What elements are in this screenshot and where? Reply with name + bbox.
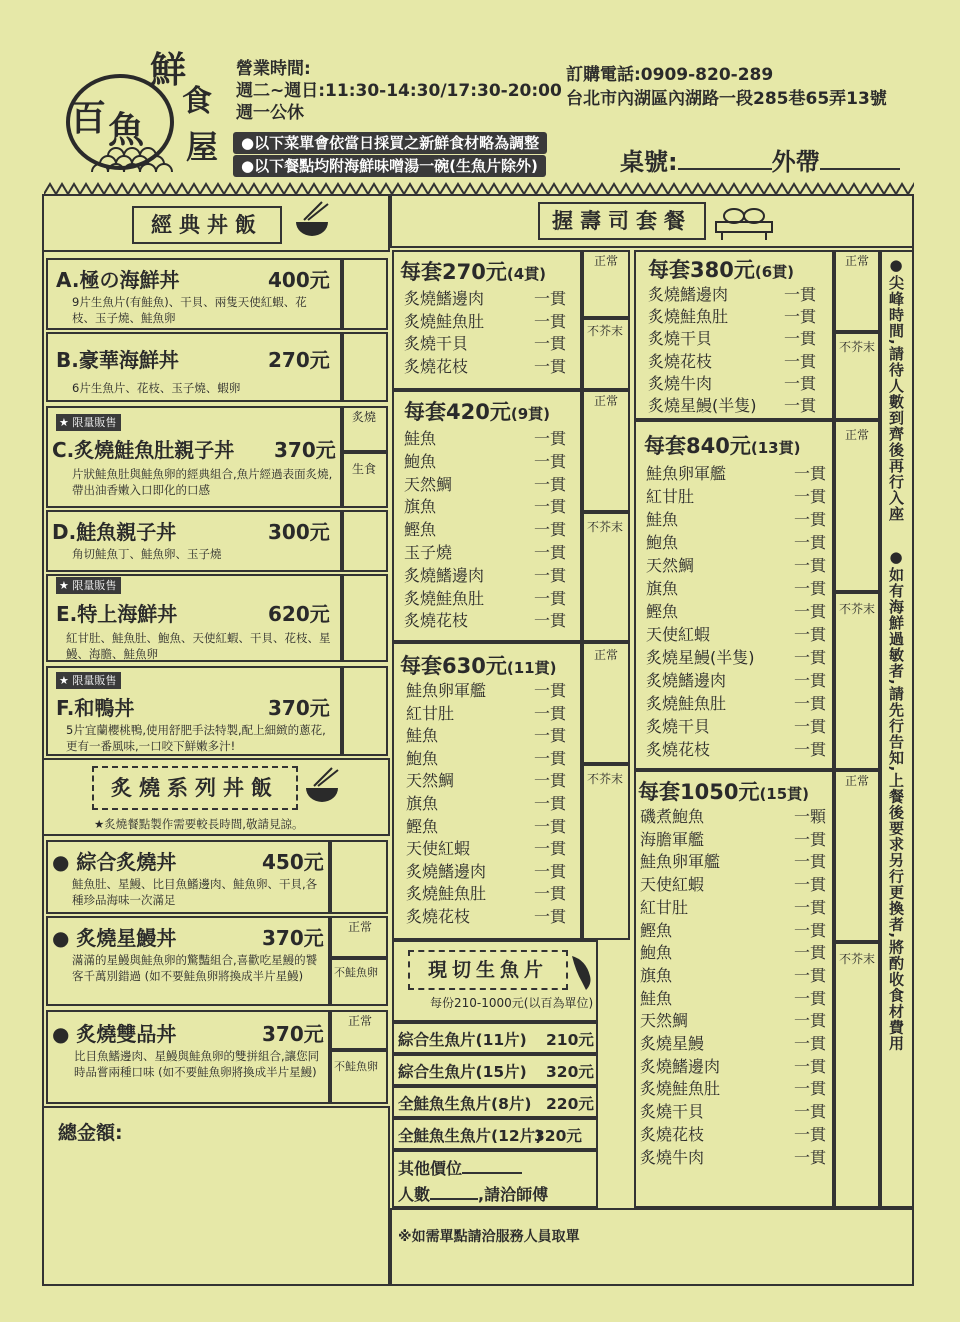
sushi-item-qty: 一貫 xyxy=(533,520,566,540)
sushi-item-name: 炙燒花枝 xyxy=(406,906,471,926)
sushi-item-name: 炙燒鮭魚肚 xyxy=(406,884,487,904)
notice-2: ●以下餐點均附海鮮味噌湯一碗(生魚片除外) xyxy=(233,155,546,177)
sushi-item-qty: 一貫 xyxy=(783,329,816,349)
sushi-item-name: 炙燒鮭魚肚 xyxy=(646,694,727,713)
sushi-item-name: 炙燒鰭邊肉 xyxy=(648,285,729,304)
sushi-item-qty: 一貫 xyxy=(793,1034,826,1054)
logo-char: 食 xyxy=(182,84,212,119)
sashimi-2-price: 320元 xyxy=(546,1063,594,1081)
sushi-item-row xyxy=(640,1010,826,1033)
limited-badge: ★ 限量販售 xyxy=(56,577,121,594)
sushi-item-name: 炙燒牛肉 xyxy=(648,373,713,393)
sushi-item-qty: 一貫 xyxy=(533,334,566,353)
option-nowasabi-label: 不芥末 xyxy=(839,340,876,354)
sushi-item-qty: 一貫 xyxy=(793,988,826,1008)
sushi-item-row xyxy=(640,874,826,897)
sushi-item-name: 炙燒干貝 xyxy=(404,334,469,353)
option-aburi-label: 炙燒 xyxy=(352,410,377,424)
sushi-item-name: 炙燒鰭邊肉 xyxy=(404,289,485,308)
star-icon: ★ xyxy=(59,674,73,687)
sushi-item-name: 旗魚 xyxy=(640,965,673,985)
star-icon: ★ xyxy=(59,579,73,592)
sushi-item-name: 海膽軍艦 xyxy=(640,829,705,849)
set-270-list xyxy=(404,288,566,378)
sushi-header: 握壽司套餐 xyxy=(538,202,706,240)
sushi-item-row xyxy=(404,333,566,356)
sushi-item-name: 鮭魚卵軍艦 xyxy=(640,852,721,872)
option-normal-label: 正常 xyxy=(594,394,619,408)
sushi-item-qty: 一貫 xyxy=(533,588,566,608)
sushi-item-name: 鮑魚 xyxy=(406,748,439,768)
sushi-item-name: 鮭魚 xyxy=(646,510,679,529)
option-noroe-label: 不鮭魚卵 xyxy=(334,1060,378,1073)
aburi-item-1-title: ● 綜合炙燒丼 xyxy=(52,850,177,874)
set-840-option-normal[interactable] xyxy=(834,420,880,592)
sushi-item-name: 天然鯛 xyxy=(406,771,455,791)
aburi-item-1-option[interactable] xyxy=(330,840,388,914)
aburi-header: 炙燒系列丼飯 xyxy=(92,766,298,810)
sushi-item-name: 鰹魚 xyxy=(646,602,679,621)
sushi-item-row xyxy=(406,725,566,748)
aburi-item-2-desc: 滿滿的星鰻與鮭魚卵的驚豔組合,喜歡吃星鰻的饕客千萬別錯過 (如不要鮭魚卵將換成半片星鰻) xyxy=(72,953,318,983)
sushi-item-row xyxy=(648,395,816,417)
aburi-item-3-title: ● 炙燒雙品丼 xyxy=(52,1022,177,1046)
aburi-note: ★炙燒餐點製作需要較長時間,敬請見諒。 xyxy=(94,817,304,831)
sushi-item-name: 鰹魚 xyxy=(406,816,439,836)
set-840-option-nowasabi[interactable] xyxy=(834,592,880,770)
sushi-item-qty: 一貫 xyxy=(533,748,566,768)
sushi-item-name: 鮭魚卵軍艦 xyxy=(646,464,727,483)
sushi-item-name: 炙燒鮭魚肚 xyxy=(640,1079,721,1099)
side-note-1: ●尖峰時間,請待人數到齊後再行入座 xyxy=(887,256,905,522)
logo-char: 屋 xyxy=(186,128,219,166)
sushi-item-qty: 一貫 xyxy=(533,816,566,836)
sushi-item-qty: 一貫 xyxy=(793,1147,826,1167)
item-f-title: F.和鴨丼 xyxy=(56,696,135,720)
sushi-item-row xyxy=(646,508,826,531)
sushi-item-row xyxy=(404,288,566,311)
side-note-2: ●如有海鮮過敏者,請先行告知,上餐後要求另行更換者,將酌收食材費用 xyxy=(887,548,905,1052)
limited-badge: ★ 限量販售 xyxy=(56,672,121,689)
sushi-item-name: 炙燒鮭魚肚 xyxy=(404,588,485,608)
option-normal-label: 正常 xyxy=(845,774,870,788)
sushi-item-row xyxy=(646,715,826,738)
sushi-item-qty: 一貫 xyxy=(793,671,826,690)
sushi-item-qty: 一貫 xyxy=(533,497,566,517)
sushi-item-qty: 一貫 xyxy=(793,717,826,736)
limited-badge: ★ 限量販售 xyxy=(56,414,121,431)
sushi-item-row xyxy=(648,373,816,395)
option-normal-label: 正常 xyxy=(348,920,373,934)
aburi-bowl-icon xyxy=(300,766,344,812)
sushi-item-row xyxy=(406,748,566,771)
sushi-item-name: 炙燒星鰻(半隻) xyxy=(646,648,755,667)
set-270-title: 每套270元(4貫) xyxy=(400,260,546,284)
sushi-item-qty: 一貫 xyxy=(533,681,566,700)
sushi-item-name: 鮭魚卵軍艦 xyxy=(406,681,487,700)
sushi-item-qty: 一貫 xyxy=(533,703,566,723)
sushi-item-row xyxy=(646,623,826,646)
sushi-item-row xyxy=(404,474,566,497)
set-630-list xyxy=(406,680,566,929)
other-price-field[interactable]: 其他價位 xyxy=(398,1156,522,1179)
sushi-item-name: 炙燒花枝 xyxy=(646,740,711,759)
sashimi-1-name: 綜合生魚片(11片) xyxy=(398,1031,527,1049)
item-c-price: 370元 xyxy=(274,438,336,462)
item-b-title: B.豪華海鮮丼 xyxy=(56,348,179,372)
sushi-item-row xyxy=(404,565,566,588)
set-1050-list xyxy=(640,806,826,1169)
footer-box xyxy=(390,1208,914,1286)
rice-bowl-icon xyxy=(290,200,334,246)
sushi-item-name: 炙燒花枝 xyxy=(648,351,713,371)
people-field[interactable]: 人數 ,請洽師傅 xyxy=(398,1182,548,1205)
sushi-item-qty: 一貫 xyxy=(793,852,826,872)
notice-1: ●以下菜單會依當日採買之新鮮食材略為調整 xyxy=(233,132,547,154)
sushi-item-row xyxy=(646,485,826,508)
aburi-item-3-desc: 比目魚鰭邊肉、星鰻與鮭魚卵的雙拼組合,讓您同時品嘗兩種口味 (如不要鮭魚卵將換成半片星鰻) xyxy=(74,1049,320,1079)
sushi-item-row xyxy=(640,920,826,943)
sushi-item-qty: 一貫 xyxy=(793,1011,826,1031)
sushi-item-qty: 一貫 xyxy=(793,694,826,713)
sushi-item-name: 炙燒鰭邊肉 xyxy=(406,861,487,881)
menu-item-d-option[interactable] xyxy=(342,510,388,572)
sushi-item-row xyxy=(648,351,816,373)
set-840-list xyxy=(646,462,826,761)
sushi-item-qty: 一顆 xyxy=(793,807,826,826)
sushi-item-qty: 一貫 xyxy=(533,861,566,881)
sushi-item-qty: 一貫 xyxy=(533,474,566,494)
sushi-item-name: 炙燒花枝 xyxy=(640,1124,705,1144)
sushi-item-row xyxy=(640,897,826,920)
table-number-field[interactable] xyxy=(620,142,900,177)
sushi-item-qty: 一貫 xyxy=(793,829,826,849)
sushi-item-name: 天使紅蝦 xyxy=(406,839,471,859)
sushi-item-row xyxy=(406,816,566,839)
sushi-item-row xyxy=(406,703,566,726)
footer-note: ※如需單點請洽服務人員取單 xyxy=(398,1229,580,1245)
sushi-item-row xyxy=(646,462,826,485)
sushi-item-qty: 一貫 xyxy=(793,943,826,963)
sushi-item-name: 紅甘肚 xyxy=(640,897,689,917)
sashimi-4-name: 全鮭魚生魚片(12片) xyxy=(398,1127,543,1145)
sushi-item-name: 旗魚 xyxy=(406,793,439,813)
sushi-item-name: 炙燒星鰻(半隻) xyxy=(648,396,757,416)
star-icon: ★ xyxy=(59,416,73,429)
set-630-option-nowasabi[interactable] xyxy=(582,764,630,940)
item-e-title: E.特上海鮮丼 xyxy=(56,602,178,626)
sushi-item-name: 鮭魚 xyxy=(404,429,437,448)
sushi-item-qty: 一貫 xyxy=(793,487,826,506)
table-label: 桌號: xyxy=(620,148,678,176)
sushi-item-row xyxy=(646,692,826,715)
sushi-item-name: 炙燒牛肉 xyxy=(640,1147,705,1167)
sushi-item-row xyxy=(640,829,826,852)
item-f-desc: 5片宜蘭櫻桃鴨,使用舒肥手法特製,配上細緻的蔥花,更有一番風味,一口咬下鮮嫩多汁! xyxy=(66,723,326,753)
sushi-item-row xyxy=(646,669,826,692)
sashimi-4-price: 320元 xyxy=(534,1127,582,1145)
sushi-item-qty: 一貫 xyxy=(793,602,826,621)
takeout-label: 外帶 xyxy=(771,148,820,176)
set-380-list xyxy=(648,284,816,417)
item-f-price: 370元 xyxy=(268,696,330,720)
sushi-item-row xyxy=(406,680,566,703)
sushi-item-row xyxy=(640,1147,826,1170)
sushi-item-row xyxy=(648,284,816,306)
total-label: 總金額: xyxy=(58,1122,123,1144)
sushi-item-qty: 一貫 xyxy=(793,1079,826,1099)
sushi-item-row xyxy=(404,428,566,451)
option-nowasabi-label: 不芥末 xyxy=(587,324,624,338)
sashimi-3-price: 220元 xyxy=(546,1095,594,1113)
sushi-item-name: 天然鯛 xyxy=(640,1011,689,1031)
item-a-desc: 9片生魚片(有鮭魚)、干貝、兩隻天使紅蝦、花枝、玉子燒、鮭魚卵 xyxy=(72,295,307,325)
sushi-item-qty: 一貫 xyxy=(783,285,816,304)
sushi-item-qty: 一貫 xyxy=(793,579,826,598)
order-address: 台北市內湖區內湖路一段285巷65弄13號 xyxy=(566,89,887,109)
sushi-item-name: 鮭魚 xyxy=(406,726,439,746)
sushi-item-name: 旗魚 xyxy=(404,497,437,517)
sashimi-1-price: 210元 xyxy=(546,1031,594,1049)
hours-line1: 週二~週日:11:30-14:30/17:30-20:00 xyxy=(236,81,562,101)
aburi-item-2-price: 370元 xyxy=(262,926,324,950)
sushi-item-row xyxy=(404,451,566,474)
sushi-item-qty: 一貫 xyxy=(533,451,566,471)
sushi-item-row xyxy=(640,1124,826,1147)
sushi-item-name: 天然鯛 xyxy=(404,474,453,494)
logo-char: 鮮 xyxy=(150,49,187,91)
sushi-item-name: 天使紅蝦 xyxy=(646,625,711,644)
sushi-item-qty: 一貫 xyxy=(533,311,566,331)
sushi-item-row xyxy=(406,770,566,793)
sushi-item-name: 炙燒鮭魚肚 xyxy=(404,311,485,331)
sushi-item-name: 鮑魚 xyxy=(646,533,679,552)
option-normal-label: 正常 xyxy=(348,1014,373,1028)
sushi-item-row xyxy=(640,942,826,965)
sushi-item-row xyxy=(648,328,816,350)
sushi-item-qty: 一貫 xyxy=(793,648,826,667)
set-840-title: 每套840元(13貫) xyxy=(644,434,801,458)
sushi-item-row xyxy=(404,311,566,334)
sushi-item-name: 炙燒鰭邊肉 xyxy=(640,1056,721,1076)
sushi-item-qty: 一貫 xyxy=(533,793,566,813)
sushi-item-row xyxy=(646,554,826,577)
set-1050-option-nowasabi[interactable] xyxy=(834,942,880,1208)
item-c-title: C.炙燒鮭魚肚親子丼 xyxy=(52,438,235,462)
sushi-item-qty: 一貫 xyxy=(533,542,566,562)
sushi-item-qty: 一貫 xyxy=(793,1102,826,1122)
item-c-desc: 片狀鮭魚肚與鮭魚卵的經典組合,魚片經過表面炙燒,帶出油香嫩入口即化的口感 xyxy=(72,467,333,497)
sushi-item-row xyxy=(406,838,566,861)
sushi-item-qty: 一貫 xyxy=(783,373,816,393)
classic-header: 經典丼飯 xyxy=(132,206,282,244)
sushi-item-qty: 一貫 xyxy=(793,1124,826,1144)
aburi-item-3-price: 370元 xyxy=(262,1022,324,1046)
sushi-item-name: 炙燒鰭邊肉 xyxy=(646,671,727,690)
sushi-item-name: 天使紅蝦 xyxy=(640,875,705,895)
sushi-item-row xyxy=(640,1033,826,1056)
sushi-item-qty: 一貫 xyxy=(533,356,566,376)
sushi-item-name: 天然鯛 xyxy=(646,556,695,575)
sushi-item-name: 鰹魚 xyxy=(404,520,437,540)
option-normal-label: 正常 xyxy=(594,648,619,662)
sashimi-2-name: 綜合生魚片(15片) xyxy=(398,1063,527,1081)
fish-icon xyxy=(568,948,598,992)
item-b-desc: 6片生魚片、花枝、玉子燒、蝦卵 xyxy=(72,381,241,395)
option-normal-label: 正常 xyxy=(845,254,870,268)
logo-char: 百 xyxy=(70,97,107,139)
sushi-item-row xyxy=(640,851,826,874)
sushi-item-qty: 一貫 xyxy=(793,897,826,917)
set-380-title: 每套380元(6貫) xyxy=(648,258,794,282)
option-normal-label: 正常 xyxy=(594,254,619,268)
sushi-item-row xyxy=(404,610,566,633)
sushi-item-qty: 一貫 xyxy=(533,611,566,631)
item-a-price: 400元 xyxy=(268,268,330,292)
sushi-item-name: 炙燒鰭邊肉 xyxy=(404,565,485,585)
menu-item-a-option[interactable] xyxy=(342,258,388,330)
sushi-item-qty: 一貫 xyxy=(793,965,826,985)
sushi-item-row xyxy=(406,906,566,929)
sushi-item-qty: 一貫 xyxy=(533,839,566,859)
set-420-list xyxy=(404,428,566,633)
aburi-item-1-price: 450元 xyxy=(262,850,324,874)
sushi-item-row xyxy=(404,519,566,542)
option-raw-label: 生食 xyxy=(352,462,377,476)
sushi-item-row xyxy=(640,1078,826,1101)
sushi-item-name: 炙燒星鰻 xyxy=(640,1034,705,1054)
sushi-item-name: 玉子燒 xyxy=(404,542,453,562)
sushi-item-qty: 一貫 xyxy=(533,771,566,791)
item-d-desc: 角切鮭魚丁、鮭魚卵、玉子燒 xyxy=(72,547,222,561)
option-normal-label: 正常 xyxy=(845,428,870,442)
sashimi-header: 現切生魚片 xyxy=(408,950,568,990)
sushi-item-qty: 一貫 xyxy=(533,884,566,904)
sushi-item-name: 鮑魚 xyxy=(640,943,673,963)
set-420-title: 每套420元(9貫) xyxy=(404,400,550,424)
aburi-item-2-title: ● 炙燒星鰻丼 xyxy=(52,926,177,950)
item-b-price: 270元 xyxy=(268,348,330,372)
sushi-item-name: 磯煮鮑魚 xyxy=(640,807,705,826)
sushi-item-qty: 一貫 xyxy=(533,429,566,448)
sushi-item-qty: 一貫 xyxy=(533,565,566,585)
set-1050-option-normal[interactable] xyxy=(834,770,880,942)
sushi-item-qty: 一貫 xyxy=(793,740,826,759)
sushi-item-name: 旗魚 xyxy=(646,579,679,598)
sashimi-note: 每份210-1000元(以百為單位) xyxy=(430,996,594,1010)
set-630-title: 每套630元(11貫) xyxy=(400,654,557,678)
sushi-item-name: 鮭魚 xyxy=(640,988,673,1008)
option-nowasabi-label: 不芥末 xyxy=(587,772,624,786)
sushi-item-row xyxy=(640,965,826,988)
sushi-item-qty: 一貫 xyxy=(793,1056,826,1076)
sushi-item-name: 炙燒花枝 xyxy=(404,356,469,376)
logo-char: 魚 xyxy=(108,109,145,151)
sushi-item-row xyxy=(404,496,566,519)
sushi-item-qty: 一貫 xyxy=(793,920,826,940)
sushi-item-row xyxy=(406,793,566,816)
sushi-item-row xyxy=(646,600,826,623)
order-phone: 訂購電話:0909-820-289 xyxy=(566,65,774,85)
menu-item-f-option[interactable] xyxy=(342,666,388,756)
sushi-item-row xyxy=(406,861,566,884)
hours-label: 營業時間: xyxy=(236,59,311,79)
menu-item-b-option[interactable] xyxy=(342,332,388,402)
sushi-item-name: 炙燒干貝 xyxy=(648,329,713,349)
sushi-item-qty: 一貫 xyxy=(783,351,816,371)
set-1050-title: 每套1050元(15貫) xyxy=(638,780,810,804)
sushi-item-row xyxy=(646,531,826,554)
sushi-item-row xyxy=(404,356,566,379)
restaurant-logo xyxy=(62,42,232,182)
item-a-title: A.極の海鮮丼 xyxy=(56,268,180,292)
sushi-item-qty: 一貫 xyxy=(793,875,826,895)
hours-line2: 週一公休 xyxy=(236,103,304,123)
sushi-item-name: 炙燒鮭魚肚 xyxy=(648,307,729,327)
sushi-item-qty: 一貫 xyxy=(783,396,816,416)
sushi-item-qty: 一貫 xyxy=(533,726,566,746)
item-e-desc: 紅甘肚、鮭魚肚、鮑魚、天使紅蝦、干貝、花枝、星鰻、海膽、鮭魚卵 xyxy=(66,631,331,661)
option-nowasabi-label: 不芥末 xyxy=(839,602,876,616)
item-e-price: 620元 xyxy=(268,602,330,626)
item-d-price: 300元 xyxy=(268,520,330,544)
sushi-item-row xyxy=(646,646,826,669)
sushi-item-row xyxy=(404,588,566,611)
sushi-item-qty: 一貫 xyxy=(783,307,816,327)
sushi-item-row xyxy=(404,542,566,565)
option-noroe-label: 不鮭魚卵 xyxy=(334,966,378,979)
sushi-item-row xyxy=(646,577,826,600)
sushi-item-qty: 一貫 xyxy=(533,906,566,926)
sushi-item-name: 紅甘肚 xyxy=(406,703,455,723)
sushi-item-qty: 一貫 xyxy=(793,464,826,483)
sushi-item-row xyxy=(640,1101,826,1124)
sushi-plate-icon xyxy=(712,200,776,244)
sushi-item-name: 炙燒干貝 xyxy=(640,1102,705,1122)
aburi-item-1-desc: 鮭魚肚、星鰻、比目魚鰭邊肉、鮭魚卵、干貝,各種珍品海味一次滿足 xyxy=(72,877,318,907)
sushi-item-row xyxy=(640,988,826,1011)
sushi-item-name: 鰹魚 xyxy=(640,920,673,940)
sushi-item-row xyxy=(648,306,816,328)
sushi-item-name: 鮑魚 xyxy=(404,451,437,471)
menu-item-e-option[interactable] xyxy=(342,574,388,662)
sushi-item-row xyxy=(406,883,566,906)
sushi-item-qty: 一貫 xyxy=(793,556,826,575)
option-nowasabi-label: 不芥末 xyxy=(587,520,624,534)
sushi-item-name: 炙燒干貝 xyxy=(646,717,711,736)
sushi-item-qty: 一貫 xyxy=(533,289,566,308)
sushi-item-qty: 一貫 xyxy=(793,625,826,644)
sushi-item-row xyxy=(640,1056,826,1079)
sashimi-3-name: 全鮭魚生魚片(8片) xyxy=(398,1095,532,1113)
sushi-item-name: 炙燒花枝 xyxy=(404,611,469,631)
sushi-item-qty: 一貫 xyxy=(793,510,826,529)
option-nowasabi-label: 不芥末 xyxy=(839,952,876,966)
sushi-item-row xyxy=(646,738,826,761)
sushi-item-qty: 一貫 xyxy=(793,533,826,552)
sushi-item-name: 紅甘肚 xyxy=(646,487,695,506)
item-d-title: D.鮭魚親子丼 xyxy=(52,520,177,544)
sushi-item-row xyxy=(640,806,826,829)
